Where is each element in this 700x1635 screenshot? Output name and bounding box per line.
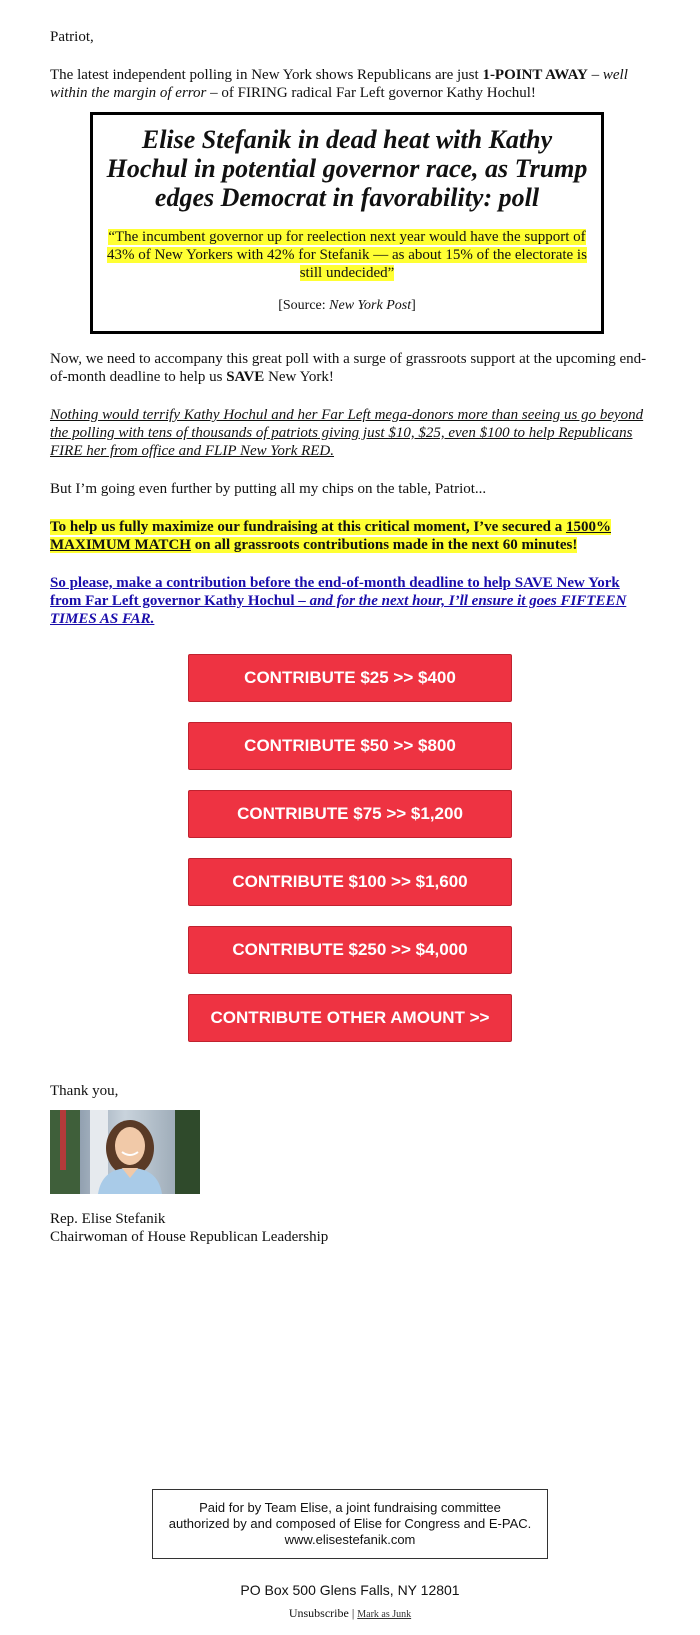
poll-headline: Elise Stefanik in dead heat with Kathy Hochul in potential governor race, as Trump edges Democrat in favorability: poll — [106, 125, 588, 212]
poll-source — [93, 298, 601, 314]
greeting: Patriot, — [50, 29, 94, 45]
para2-text-2: New York! — [264, 369, 334, 385]
signature-title: Chairwoman of House Republican Leadership — [50, 1229, 329, 1245]
source-name: New York Post — [329, 298, 412, 313]
paragraph-4: But I’m going even further by putting all my chips on the table, Patriot... — [50, 481, 487, 497]
portrait-image — [50, 1110, 200, 1194]
contribute-250-button[interactable]: CONTRIBUTE $250 >> $4,000 — [188, 926, 512, 974]
contribute-100-button[interactable]: CONTRIBUTE $100 >> $1,600 — [188, 858, 512, 906]
contribute-buttons — [188, 654, 512, 1062]
intro-bold: 1-POINT AWAY — [482, 67, 588, 83]
paid-for-disclaimer: Paid for by Team Elise, a joint fundraising committee authorized by and composed of Elise for Congress and E-PAC. www.elisestefanik.com — [152, 1489, 548, 1559]
contribute-50-button[interactable]: CONTRIBUTE $50 >> $800 — [188, 722, 512, 770]
signature-name: Rep. Elise Stefanik — [50, 1211, 166, 1227]
signature-photo — [50, 1110, 200, 1194]
poll-quote-box — [90, 112, 604, 334]
contribute-25-button[interactable]: CONTRIBUTE $25 >> $400 — [188, 654, 512, 702]
para2-text-1: Now, we need to accompany this great poll with a surge of grassroots support at the upcoming end-of-month deadline to help us — [50, 351, 647, 385]
closing: Thank you, — [50, 1083, 119, 1099]
para5-match: 1500% MAXIMUM MATCH — [50, 519, 611, 553]
paragraph-3: Nothing would terrify Kathy Hochul and her Far Left mega-donors more than seeing us go beyond the polling with tens of thousands of patriots giving just $10, $25, even $100 to help Republicans FIRE her from office and FLIP New York RED. — [50, 407, 644, 459]
contribute-75-button[interactable]: CONTRIBUTE $75 >> $1,200 — [188, 790, 512, 838]
para6-italic[interactable]: and for the next hour, I’ll ensure it goes FIFTEEN TIMES AS FAR. — [50, 593, 627, 627]
intro-text-2: – — [587, 67, 603, 83]
para5-text-1: To help us fully maximize our fundraising at this critical moment, I’ve secured a — [50, 519, 566, 535]
source-prefix: [Source: — [278, 298, 330, 313]
paragraph-2 — [50, 350, 650, 386]
poll-quote-text: “The incumbent governor up for reelection next year would have the support of 43% of New Yorkers with 42% for Stefanik — as about 15% of the electorate is still undecided” — [107, 229, 587, 281]
source-suffix: ] — [411, 298, 416, 313]
contribute-other-button[interactable]: CONTRIBUTE OTHER AMOUNT >> — [188, 994, 512, 1042]
para5-text-2: on all grassroots contributions made in the next 60 minutes! — [190, 537, 578, 553]
para6-text-1[interactable]: So please, make a contribution before the end-of-month deadline to help SAVE New York from Far Left governor Kathy Hochul – — [50, 575, 620, 609]
poll-quote — [105, 228, 589, 282]
paragraph-5 — [50, 518, 650, 554]
intro-paragraph — [50, 66, 650, 102]
para2-bold: SAVE — [226, 369, 265, 385]
mailing-address: PO Box 500 Glens Falls, NY 12801 — [240, 1582, 460, 1598]
intro-text-3: – of FIRING radical Far Left governor Kathy Hochul! — [206, 85, 536, 101]
intro-text-1: The latest independent polling in New York shows Republicans are just — [50, 67, 483, 83]
signature — [50, 1210, 328, 1246]
footer-links — [0, 1606, 700, 1621]
unsubscribe-link[interactable]: Unsubscribe — [288, 1606, 349, 1620]
footer-separator: | — [351, 1606, 358, 1620]
contribute-link-paragraph[interactable] — [50, 574, 650, 628]
intro-italic: well within the margin of error — [50, 67, 628, 101]
mark-as-junk-link[interactable]: Mark as Junk — [357, 1609, 412, 1620]
